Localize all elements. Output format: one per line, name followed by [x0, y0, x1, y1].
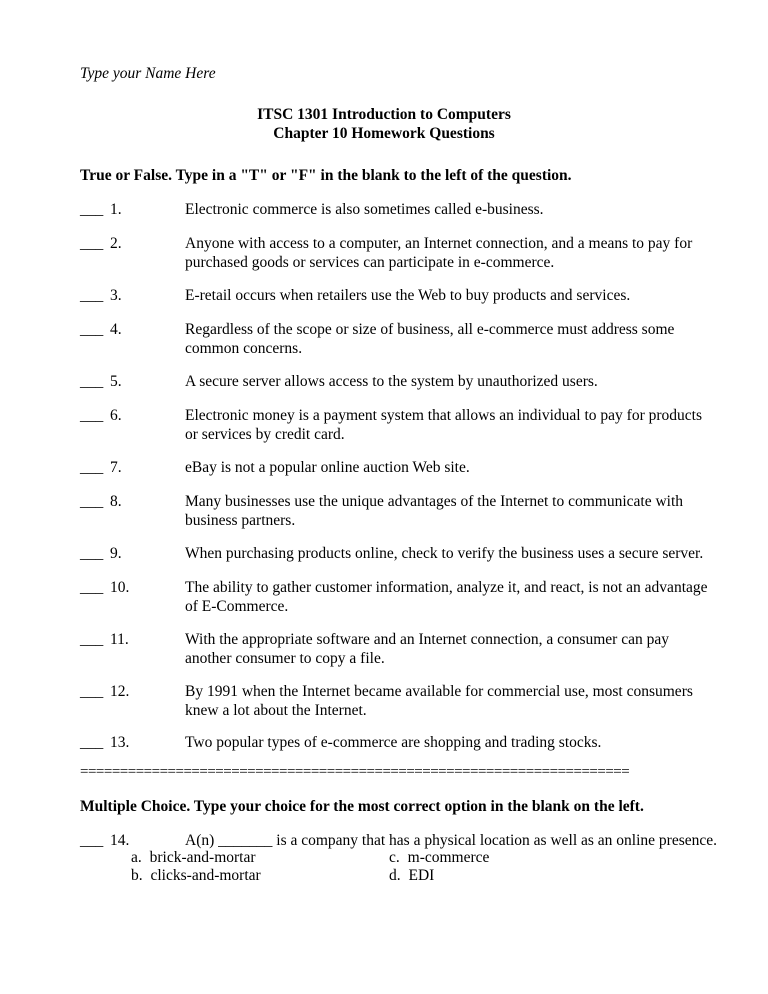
question-number: 7. [110, 459, 122, 476]
question-text: When purchasing products online, check to verify the business uses a secure server. [185, 545, 704, 562]
answer-blank[interactable]: ___ [80, 321, 104, 338]
question-number: 6. [110, 407, 122, 424]
question-11 [80, 630, 710, 668]
student-name-field[interactable]: Type your Name Here [80, 65, 216, 82]
question-text: A secure server allows access to the system by unauthorized users. [185, 373, 598, 390]
question-text: E-retail occurs when retailers use the Web to buy products and services. [185, 287, 631, 304]
option-letter: a. [131, 849, 142, 866]
answer-blank[interactable]: ___ [80, 373, 104, 390]
option-letter: b. [131, 867, 143, 884]
question-text: Electronic commerce is also sometimes called e-business. [185, 201, 544, 218]
question-text: By 1991 when the Internet became available for commercial use, most consumers knew a lot about the Internet. [185, 683, 693, 719]
answer-blank[interactable]: ___ [80, 493, 104, 510]
option-b [131, 866, 261, 885]
option-c [389, 848, 489, 867]
question-text: With the appropriate software and an Internet connection, a consumer can pay another consumer to copy a file. [185, 631, 669, 667]
question-8 [80, 492, 710, 530]
option-letter: c. [389, 849, 400, 866]
question-text: The ability to gather customer information, analyze it, and react, is not an advantage of E-Commerce. [185, 579, 708, 615]
question-number: 13. [110, 734, 130, 751]
question-number: 3. [110, 287, 122, 304]
true-false-heading: True or False. Type in a "T" or "F" in the blank to the left of the question. [80, 167, 572, 184]
question-5 [80, 372, 710, 391]
answer-blank[interactable]: ___ [80, 287, 104, 304]
answer-blank[interactable]: ___ [80, 545, 104, 562]
question-number: 2. [110, 235, 122, 252]
option-d [389, 866, 434, 885]
question-6 [80, 406, 710, 444]
section-divider: ===================================================================== [80, 764, 630, 780]
question-number: 11. [110, 631, 129, 648]
question-text: A(n) _______ is a company that has a physical location as well as an online presence. [185, 832, 718, 849]
question-12 [80, 682, 710, 720]
option-text: clicks-and-mortar [150, 867, 261, 884]
question-1 [80, 200, 710, 219]
course-title: ITSC 1301 Introduction to Computers [257, 106, 511, 123]
question-7 [80, 458, 710, 477]
question-number: 1. [110, 201, 122, 218]
question-text: Electronic money is a payment system that allows an individual to pay for products or services by credit card. [185, 407, 702, 443]
question-number: 9. [110, 545, 122, 562]
multiple-choice-heading: Multiple Choice. Type your choice for the most correct option in the blank on the left. [80, 798, 644, 815]
question-number: 8. [110, 493, 122, 510]
question-number: 12. [110, 683, 130, 700]
question-10 [80, 578, 710, 616]
answer-blank[interactable]: ___ [80, 235, 104, 252]
question-number: 4. [110, 321, 122, 338]
answer-blank[interactable]: ___ [80, 683, 104, 700]
chapter-title: Chapter 10 Homework Questions [273, 125, 495, 142]
option-a [131, 848, 256, 867]
question-9 [80, 544, 710, 563]
question-text: eBay is not a popular online auction Web site. [185, 459, 470, 476]
question-text: Regardless of the scope or size of business, all e-commerce must address some common concerns. [185, 321, 675, 357]
option-letter: d. [389, 867, 401, 884]
question-3 [80, 286, 710, 305]
answer-blank[interactable]: ___ [80, 631, 104, 648]
answer-blank[interactable]: ___ [80, 201, 104, 218]
answer-blank[interactable]: ___ [80, 459, 104, 476]
question-text: Anyone with access to a computer, an Internet connection, and a means to pay for purchased goods or services can participate in e-commerce. [185, 235, 693, 271]
option-text: m-commerce [407, 849, 490, 866]
question-text: Two popular types of e-commerce are shopping and trading stocks. [185, 734, 602, 751]
answer-blank[interactable]: ___ [80, 579, 104, 596]
question-number: 14. [110, 832, 130, 849]
answer-blank[interactable]: ___ [80, 734, 104, 751]
answer-blank[interactable]: ___ [80, 407, 104, 424]
question-2 [80, 234, 710, 272]
question-number: 10. [110, 579, 130, 596]
option-text: EDI [408, 867, 435, 884]
answer-blank[interactable]: ___ [80, 832, 104, 849]
option-text: brick-and-mortar [149, 849, 256, 866]
question-number: 5. [110, 373, 122, 390]
question-13 [80, 733, 710, 752]
question-4 [80, 320, 710, 358]
question-text: Many businesses use the unique advantages of the Internet to communicate with business partners. [185, 493, 684, 529]
